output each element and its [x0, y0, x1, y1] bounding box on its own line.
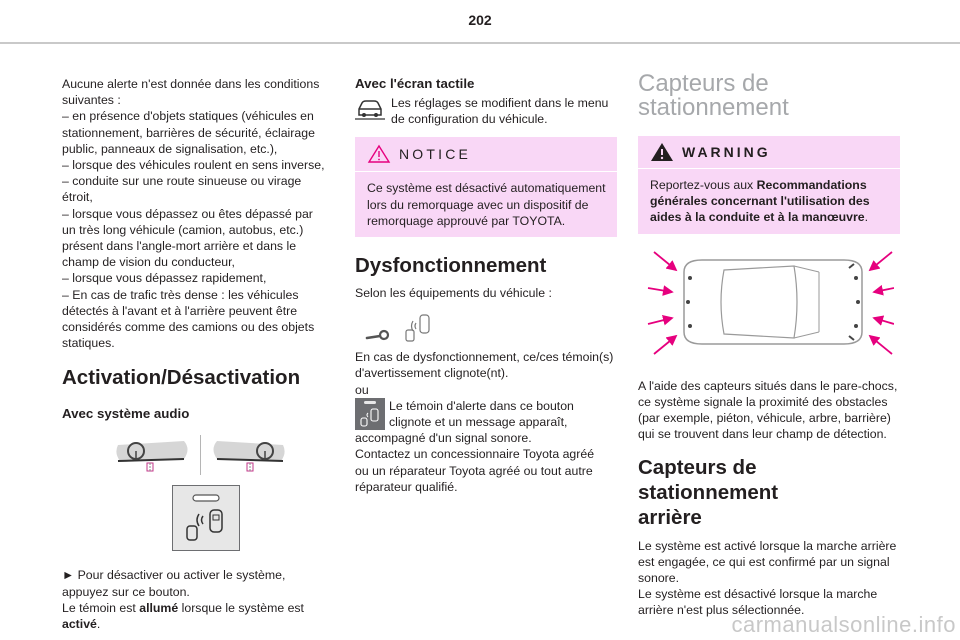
text-line: [62, 616, 347, 632]
bold-text: générales concernant l'utilisation des: [650, 194, 870, 209]
bold-text: aides à la conduite et à la manœuvre: [650, 210, 865, 225]
equipment-note: Selon les équipements du véhicule :: [355, 286, 552, 301]
header-divider: [0, 42, 960, 44]
text-line: Le système est désactivé lorsque la marche: [638, 587, 878, 602]
wrench-icon: [365, 329, 391, 343]
warning-lamps-row: [365, 313, 617, 343]
text-run: Reportez-vous aux: [650, 178, 757, 192]
text-line: (par exemple, piéton, véhicule, arbre, barrière): [638, 411, 891, 426]
text-line: sonore.: [638, 571, 680, 586]
text-line: stationnement, barrières de sécurité, éclairage: [62, 125, 315, 140]
alert-button-row: [355, 398, 617, 430]
alert-button-text: [389, 398, 574, 430]
text-line: En cas de dysfonctionnement, ce/ces témoin(s): [355, 350, 614, 365]
watermark: carmanualsonline.info: [731, 612, 956, 637]
text-line: – lorsque vous dépassez rapidement,: [62, 271, 267, 286]
warning-title: WARNING: [682, 143, 771, 160]
text-line: un très long véhicule (camion, autobus, etc.): [62, 222, 304, 237]
touchscreen-row: [355, 95, 617, 127]
notice-title: NOTICE: [399, 146, 472, 163]
text-line: – en présence d'objets statiques (véhicules en: [62, 109, 314, 124]
text-line: champ de vision du conducteur,: [62, 255, 235, 270]
notice-body: [355, 172, 617, 237]
text-line: lors du remorquage avec un dispositif de: [367, 197, 589, 212]
notice-triangle-icon: [367, 144, 391, 164]
text-line: qui se trouvent dans leur champ de détection.: [638, 427, 887, 442]
bold-text: activé: [62, 617, 97, 632]
text-line: – En cas de trafic très dense : les véhicules: [62, 287, 299, 302]
text-run: .: [96, 617, 101, 632]
text-line: accompagné d'un signal sonore.: [355, 431, 532, 446]
touchscreen-text: [391, 95, 608, 127]
text-line: [650, 193, 892, 209]
column-2: [355, 75, 617, 495]
text-line: A l'aide des capteurs situés dans le pare-chocs,: [638, 378, 898, 393]
subheading-audio-system: Avec système audio: [62, 406, 190, 422]
text-line: de configuration du véhicule.: [391, 112, 548, 127]
text-line: suivantes :: [62, 93, 121, 108]
text-line: réparateur qualifié.: [355, 479, 458, 494]
text-line: présent dans l'angle-mort arrière et dans le: [62, 239, 297, 254]
blind-spot-button-figure: [172, 485, 240, 551]
warning-triangle-icon: [650, 142, 674, 162]
warning-box: [638, 136, 900, 234]
text-line: étroit,: [62, 190, 93, 205]
section-heading-activation: Activation/Désactivation: [62, 366, 301, 390]
right-hand-drive-icon: [209, 435, 287, 475]
subheading-touchscreen: Avec l'écran tactile: [355, 76, 475, 91]
text-line: – conduite sur une route sinueuse ou virage: [62, 174, 302, 189]
column-3: [638, 72, 900, 619]
intro-paragraph: [62, 76, 347, 351]
text-line: – lorsque vous dépassez ou êtes dépassé par: [62, 206, 313, 221]
text-line: Le système est activé lorsque la marche arrière: [638, 538, 897, 553]
blind-spot-button-small-icon: [355, 398, 385, 430]
left-hand-drive-icon: [114, 435, 192, 475]
text-run: lorsque le système est: [178, 600, 304, 615]
page-title-line2: stationnement: [638, 94, 789, 121]
bold-text: allumé: [139, 600, 179, 615]
text-line: statiques.: [62, 336, 115, 351]
notice-box: [355, 137, 617, 237]
warning-header: [638, 136, 900, 169]
page-number: 202: [468, 12, 492, 28]
text-line: Le témoin d'alerte dans ce bouton: [389, 398, 574, 413]
section-heading-rear-sensors: [638, 455, 900, 530]
text-line: ou un réparateur Toyota agréé ou tout autre: [355, 463, 593, 478]
text-line: Aucune alerte n'est donnée dans les conditions: [62, 77, 320, 91]
sensor-description: [638, 378, 900, 443]
blind-spot-warning-icon: [403, 313, 433, 343]
text-line: remorquage approuvé par TOYOTA.: [367, 213, 566, 228]
section-heading-malfunction: Dysfonctionnement: [355, 254, 547, 278]
instruction-paragraph: [62, 567, 347, 632]
text-line: [62, 600, 347, 616]
bold-text: Recommandations: [756, 178, 867, 192]
warning-body: [638, 169, 900, 234]
steering-wheel-figure: [114, 435, 347, 475]
text-line: ou: [355, 382, 369, 397]
text-line: Contactez un concessionnaire Toyota agréé: [355, 447, 595, 462]
text-line: – lorsque des véhicules roulent en sens inverse,: [62, 158, 325, 173]
text-line: d'avertissement clignote(nt).: [355, 366, 509, 381]
text-line: ce système signale la proximité des obstacles: [638, 395, 888, 410]
parking-sensor-figure: [644, 248, 900, 364]
notice-header: [355, 137, 617, 172]
parking-sensor-car-diagram: [644, 248, 894, 360]
malfunction-paragraph: [355, 349, 617, 495]
blind-spot-button-icon: [173, 486, 239, 550]
text-run: .: [864, 210, 869, 225]
heading-line: arrière: [638, 505, 702, 529]
text-line: considérés comme des camions ou des objets: [62, 320, 315, 335]
text-line: détectés à l'avant et à l'arrière peuvent être: [62, 303, 298, 318]
text-line: Les réglages se modifient dans le menu: [391, 96, 609, 110]
text-line: Ce système est désactivé automatiquement: [367, 181, 606, 196]
text-line: [650, 209, 892, 225]
figure-divider: [200, 435, 201, 475]
car-settings-icon: [355, 95, 385, 121]
text-line: appuyez sur ce bouton.: [62, 584, 190, 599]
text-line: ► Pour désactiver ou activer le système,: [62, 568, 286, 583]
text-line: [650, 177, 892, 193]
text-run: Le témoin est: [62, 600, 140, 615]
text-line: est engagée, ce qui est confirmé par un signal: [638, 554, 890, 569]
heading-line: Capteurs de stationnement: [638, 455, 779, 504]
page-title-line1: Capteurs de: [638, 70, 769, 97]
rear-sensor-description: [638, 538, 900, 619]
column-1: [62, 76, 347, 632]
text-line: arrière n'est plus sélectionnée.: [638, 603, 805, 618]
text-line: clignote et un message apparaît,: [389, 415, 568, 430]
text-line: public, panneaux de signalisation, etc.),: [62, 141, 278, 156]
